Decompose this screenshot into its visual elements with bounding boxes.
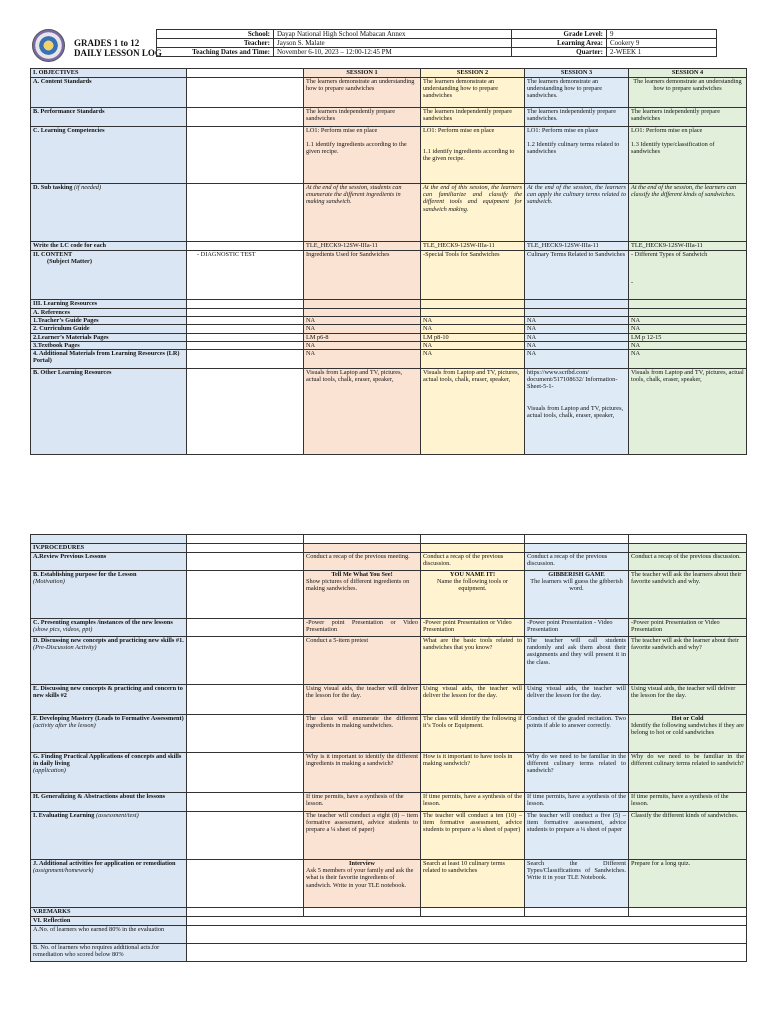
cell: Search the Different Types/Classifications of Sandwiches. Write it in your TLE Notebook. bbox=[525, 860, 629, 908]
session-2-heading: SESSION 2 bbox=[421, 69, 525, 78]
cell: The teacher will conduct a eight (8) – item formative assessment, advice students to prepare a ¼ sheet of paper) bbox=[304, 812, 421, 860]
cell: Conduct a recap of the previous discussion. bbox=[525, 553, 629, 571]
lc-code-row bbox=[31, 242, 747, 251]
dates-label: Teaching Dates and Time: bbox=[157, 48, 274, 57]
cell: NA bbox=[629, 325, 747, 333]
mastery-row bbox=[31, 715, 747, 753]
cell: NA bbox=[304, 325, 421, 333]
cell: Using visual aids, the teacher will deliver the lesson for the day. bbox=[525, 685, 629, 715]
cell: -Special Tools for Sandwiches bbox=[421, 251, 525, 300]
performance-standards-row bbox=[31, 108, 747, 127]
cell: -Power point Presentation or Video Presentation bbox=[421, 619, 525, 637]
cell: Why do we need to be familiar in the different culinary terms related to sandwich? bbox=[629, 753, 747, 793]
discuss1-label: D. Discussing new concepts and practicing new skills #1. (Pre-Discussion Activity) bbox=[31, 637, 187, 685]
cell: At the end of the session, the learners can classify the different kinds of sandwiches. bbox=[629, 184, 747, 242]
purpose-label: B. Establishing purpose for the Lesson (Motivation) bbox=[31, 571, 187, 619]
cell: The teacher will conduct a ten (10) – item formative assessment, advice students to prepare a ¼ sheet of paper) bbox=[421, 812, 525, 860]
cell: NA bbox=[629, 350, 747, 369]
cell: TLE_HECK9-12SW-IIIa-11 bbox=[421, 242, 525, 251]
cell: NA bbox=[525, 325, 629, 333]
cg-row bbox=[31, 325, 747, 333]
cell: Why do we need to be familiar in the different culinary terms related to sandwich? bbox=[525, 753, 629, 793]
cell: Hot or Cold Identify the following sandwiches if they are belong to hot or cold sandwiches bbox=[629, 715, 747, 753]
title-dll: DAILY LESSON LOG bbox=[74, 48, 162, 58]
cell: Search at least 10 culinary terms related to sandwiches bbox=[421, 860, 525, 908]
cell: Interview Ask 5 members of your family and ask the what is their favorite ingredients of sandwich. Write in your TLE notebook. bbox=[304, 860, 421, 908]
cell: NA bbox=[304, 317, 421, 325]
lr-label: 4. Additional Materials from Learning Resources (LR) Portal) bbox=[31, 350, 187, 369]
cell: The learners independently prepare sandwiches. bbox=[525, 108, 629, 127]
discuss2-row bbox=[31, 685, 747, 715]
cell: TLE_HECK9-12SW-IIIa-11 bbox=[304, 242, 421, 251]
reflection-b-row bbox=[31, 944, 747, 962]
content-row bbox=[31, 251, 747, 300]
review-label: A.Review Previous Lessons bbox=[31, 553, 187, 571]
content-standards-row bbox=[31, 78, 747, 108]
references-row bbox=[31, 309, 747, 317]
tg-row bbox=[31, 317, 747, 325]
area-value: Cookery 9 bbox=[607, 39, 717, 48]
quarter-value: 2-WEEK 1 bbox=[607, 48, 717, 57]
lm-row bbox=[31, 333, 747, 341]
cell: If time permits, have a synthesis of the lesson. bbox=[629, 793, 747, 812]
cell: The teacher will call students randomly and ask them about their assignments and they will present it in the class. bbox=[525, 637, 629, 685]
school-value: Dayap National High School Mabacan Annex bbox=[274, 30, 512, 39]
cell: Conduct a recap of the previous discussion. bbox=[421, 553, 525, 571]
cell: NA bbox=[525, 350, 629, 369]
cell: The learners demonstrate an understanding how to prepare sandwiches bbox=[304, 78, 421, 108]
cell: LM p 12-15 bbox=[629, 333, 747, 341]
cell: https://www.scribd.com/ document/517108632/ Information-Sheet-5-1- Visuals from Laptop and TV, pictures, actual tools, chalk, eraser, speaker, bbox=[525, 369, 629, 455]
cell: Culinary Terms Related to Sandwiches bbox=[525, 251, 629, 300]
additional-row bbox=[31, 860, 747, 908]
practical-row bbox=[31, 753, 747, 793]
objectives-table bbox=[30, 68, 747, 455]
resources-row bbox=[31, 300, 747, 309]
cell: At the end of the session, students can enumerate the different ingredients in making sandwich. bbox=[304, 184, 421, 242]
discuss1-row bbox=[31, 637, 747, 685]
objectives-row bbox=[31, 69, 747, 78]
cell: LO1: Perform mise en place 1.3 Identify type/classification of sandwiches bbox=[629, 127, 747, 184]
cell: Conduct a recap of the previous meeting. bbox=[304, 553, 421, 571]
cg-label: 2. Curriculum Guide bbox=[31, 325, 187, 333]
cell: If time permits, have a synthesis of the lesson. bbox=[304, 793, 421, 812]
procedures-table bbox=[30, 534, 747, 962]
cell: -Power point Presentation or Video Presentation bbox=[304, 619, 421, 637]
cell: The teacher will ask the learners about their favorite sandwich and why. bbox=[629, 571, 747, 619]
lr-row bbox=[31, 350, 747, 369]
content-label: II. CONTENT (Subject Matter) bbox=[31, 251, 187, 300]
cell: Visuals from Laptop and TV, pictures, actual tools, chalk, eraser, speaker, bbox=[421, 369, 525, 455]
cell: Using visual aids, the teacher will deliver the lesson for the day. bbox=[304, 685, 421, 715]
session-4-heading: SESSION 4 bbox=[629, 69, 747, 78]
competencies-row bbox=[31, 127, 747, 184]
cell: Visuals from Laptop and TV, pictures, actual tools, chalk, eraser, speaker, bbox=[304, 369, 421, 455]
dates-value: November 6-10, 2023 – 12:00-12:45 PM bbox=[274, 48, 512, 57]
cell: TLE_HECK9-12SW-IIIa-11 bbox=[629, 242, 747, 251]
cell: What are the basic tools related to sandwiches that you know? bbox=[421, 637, 525, 685]
evaluating-label: I. Evaluating Learning (assessment/test) bbox=[31, 812, 187, 860]
teacher-label: Teacher: bbox=[157, 39, 274, 48]
cell: NA bbox=[629, 341, 747, 349]
cell: TLE_HECK9-12SW-IIIa-11 bbox=[525, 242, 629, 251]
cell: The teacher will conduct a five (5) – item formative assessment, advice students to prepare a ¼ sheet of paper bbox=[525, 812, 629, 860]
cell: The learners demonstrate an understanding how to prepare sandwiches bbox=[421, 78, 525, 108]
procedures-heading: IV.PROCEDURES bbox=[31, 544, 187, 553]
other-resources-label: B. Other Learning Resources bbox=[31, 369, 187, 455]
cell: The learners independently prepare sandwiches bbox=[304, 108, 421, 127]
tb-row bbox=[31, 341, 747, 349]
subtasking-label: D. Sub tasking (if needed) bbox=[31, 184, 187, 242]
cell: Using visual aids, the teacher will deliver the lesson for the day. bbox=[629, 685, 747, 715]
cell: At the end of this session, the learners can familiarize and classify the different tools and equipment for sandwich making. bbox=[421, 184, 525, 242]
cell: NA bbox=[525, 317, 629, 325]
cell: LM p8-10 bbox=[421, 333, 525, 341]
teacher-value: Jayson S. Malate bbox=[274, 39, 512, 48]
cell: Conduct of the graded recitation. Two points if able to answer correctly. bbox=[525, 715, 629, 753]
cell: -Power point Presentation or Video Presentation bbox=[629, 619, 747, 637]
school-label: School: bbox=[157, 30, 274, 39]
examples-row bbox=[31, 619, 747, 637]
reflection-b-label: B. No. of learners who requires additional acts.for remediation who scored below 80% bbox=[31, 944, 187, 962]
cell: Prepare for a long quiz. bbox=[629, 860, 747, 908]
discuss2-label: E. Discussing new concepts & practicing and concern to new skills #2 bbox=[31, 685, 187, 715]
references-heading: A. References bbox=[31, 309, 187, 317]
deped-seal-icon bbox=[32, 29, 65, 62]
cell: NA bbox=[421, 317, 525, 325]
subtasking-row bbox=[31, 184, 747, 242]
tg-label: 1.Teacher’s Guide Pages bbox=[31, 317, 187, 325]
cell: The learners independently prepare sandwiches bbox=[629, 108, 747, 127]
procedures-heading-row bbox=[31, 544, 747, 553]
cell: Ingredients Used for Sandwiches bbox=[304, 251, 421, 300]
cell: NA bbox=[304, 350, 421, 369]
additional-label: J. Additional activities for application or remediation (assignment/homework) bbox=[31, 860, 187, 908]
grade-label: Grade Level: bbox=[512, 30, 607, 39]
cell: GIBBERISH GAME The learners will guess the gibberish word. bbox=[525, 571, 629, 619]
cell: YOU NAME IT! Name the following tools or equipment. bbox=[421, 571, 525, 619]
lc-code-label: Write the LC code for each bbox=[31, 242, 187, 251]
objectives-heading: I. OBJECTIVES bbox=[31, 69, 187, 78]
cell: LO1: Perform mise en place 1.1 identify ingredients according to the given recipe. bbox=[421, 127, 525, 184]
cell: LO1: Perform mise en place 1.1 identify ingredients according to the given recipe. bbox=[304, 127, 421, 184]
cell: How is it important to have tools in making sandwich? bbox=[421, 753, 525, 793]
session-3-heading: SESSION 3 bbox=[525, 69, 629, 78]
reflection-row bbox=[31, 917, 747, 926]
cell: Using visual aids, the teacher will deliver the lesson for the day. bbox=[421, 685, 525, 715]
cell: Classify the different kinds of sandwiches. bbox=[629, 812, 747, 860]
cell: NA bbox=[525, 341, 629, 349]
cell: At the end of the session, the learners can apply the culinary terms related to sandwich. bbox=[525, 184, 629, 242]
cell: - Different Types of Sandwich - bbox=[629, 251, 747, 300]
cell: Conduct a recap of the previous discussion. bbox=[629, 553, 747, 571]
area-label: Learning Area: bbox=[512, 39, 607, 48]
quarter-label: Quarter: bbox=[512, 48, 607, 57]
other-resources-row bbox=[31, 369, 747, 455]
tb-label: 3.Textbook Pages bbox=[31, 341, 187, 349]
cell: NA bbox=[629, 317, 747, 325]
title-grades: GRADES 1 to 12 bbox=[74, 38, 140, 48]
cell: Visuals from Laptop and TV, pictures, actual tools, chalk, eraser, speaker, bbox=[629, 369, 747, 455]
evaluating-row bbox=[31, 812, 747, 860]
cell: If time permits, have a synthesis of the lesson. bbox=[525, 793, 629, 812]
cell: If time permits, have a synthesis of the lesson. bbox=[421, 793, 525, 812]
cell: NA bbox=[421, 341, 525, 349]
cell: The class will enumerate the different ingredients in making sandwiches. bbox=[304, 715, 421, 753]
reflection-a-label: A.No. of learners who earned 80% in the evaluation bbox=[31, 926, 187, 944]
diagnostic-test-cell: - DIAGNOSTIC TEST bbox=[187, 251, 304, 300]
examples-label: C. Presenting examples /instances of the new lessons (show pics, videos, ppt) bbox=[31, 619, 187, 637]
generalizing-label: H. Generalizing & Abstractions about the lessons bbox=[31, 793, 187, 812]
cell: The teacher will ask the learner about their favorite sandwich and why? bbox=[629, 637, 747, 685]
generalizing-row bbox=[31, 793, 747, 812]
cell: The learners demonstrate an understanding how to prepare sandwiches bbox=[629, 78, 747, 108]
cell: The learners independently prepare sandwiches bbox=[421, 108, 525, 127]
cell: NA bbox=[525, 333, 629, 341]
cell: -Power point Presentation - Video Presentation bbox=[525, 619, 629, 637]
cell: Why is it important to identify the different ingredients in making a sandwich? bbox=[304, 753, 421, 793]
cell: NA bbox=[304, 341, 421, 349]
cell: The learners demonstrate an understanding how to prepare sandwiches. bbox=[525, 78, 629, 108]
content-standards-label: A. Content Standards bbox=[31, 78, 187, 108]
purpose-row bbox=[31, 571, 747, 619]
cell: Conduct a 5-item pretest bbox=[304, 637, 421, 685]
mastery-label: F. Developing Mastery (Leads to Formative Assessment) (activity after the lesson) bbox=[31, 715, 187, 753]
resources-heading: III. Learning Resources bbox=[31, 300, 187, 309]
cell: The class will identify the following if it’s Tools or Equipment. bbox=[421, 715, 525, 753]
performance-standards-label: B. Performance Standards bbox=[31, 108, 187, 127]
competencies-label: C. Learning Competencies bbox=[31, 127, 187, 184]
cell: LM p6-8 bbox=[304, 333, 421, 341]
cell: NA bbox=[421, 350, 525, 369]
reflection-heading: VI. Reflection bbox=[31, 917, 187, 926]
reflection-a-row bbox=[31, 926, 747, 944]
remarks-row bbox=[31, 908, 747, 917]
session-1-heading: SESSION 1 bbox=[304, 69, 421, 78]
practical-label: G. Finding Practical Applications of concepts and skills in daily living (application) bbox=[31, 753, 187, 793]
review-row bbox=[31, 553, 747, 571]
cell: Tell Me What You See! Show pictures of different ingredients on making sandwiches. bbox=[304, 571, 421, 619]
cell: NA bbox=[421, 325, 525, 333]
remarks-heading: V.REMARKS bbox=[31, 908, 187, 917]
header-info-table bbox=[156, 29, 717, 57]
grade-value: 9 bbox=[607, 30, 717, 39]
cell: LO1: Perform mise en place 1.2 Identify culinary terms related to sandwiches bbox=[525, 127, 629, 184]
lm-label: 2.Learner’s Materials Pages bbox=[31, 333, 187, 341]
